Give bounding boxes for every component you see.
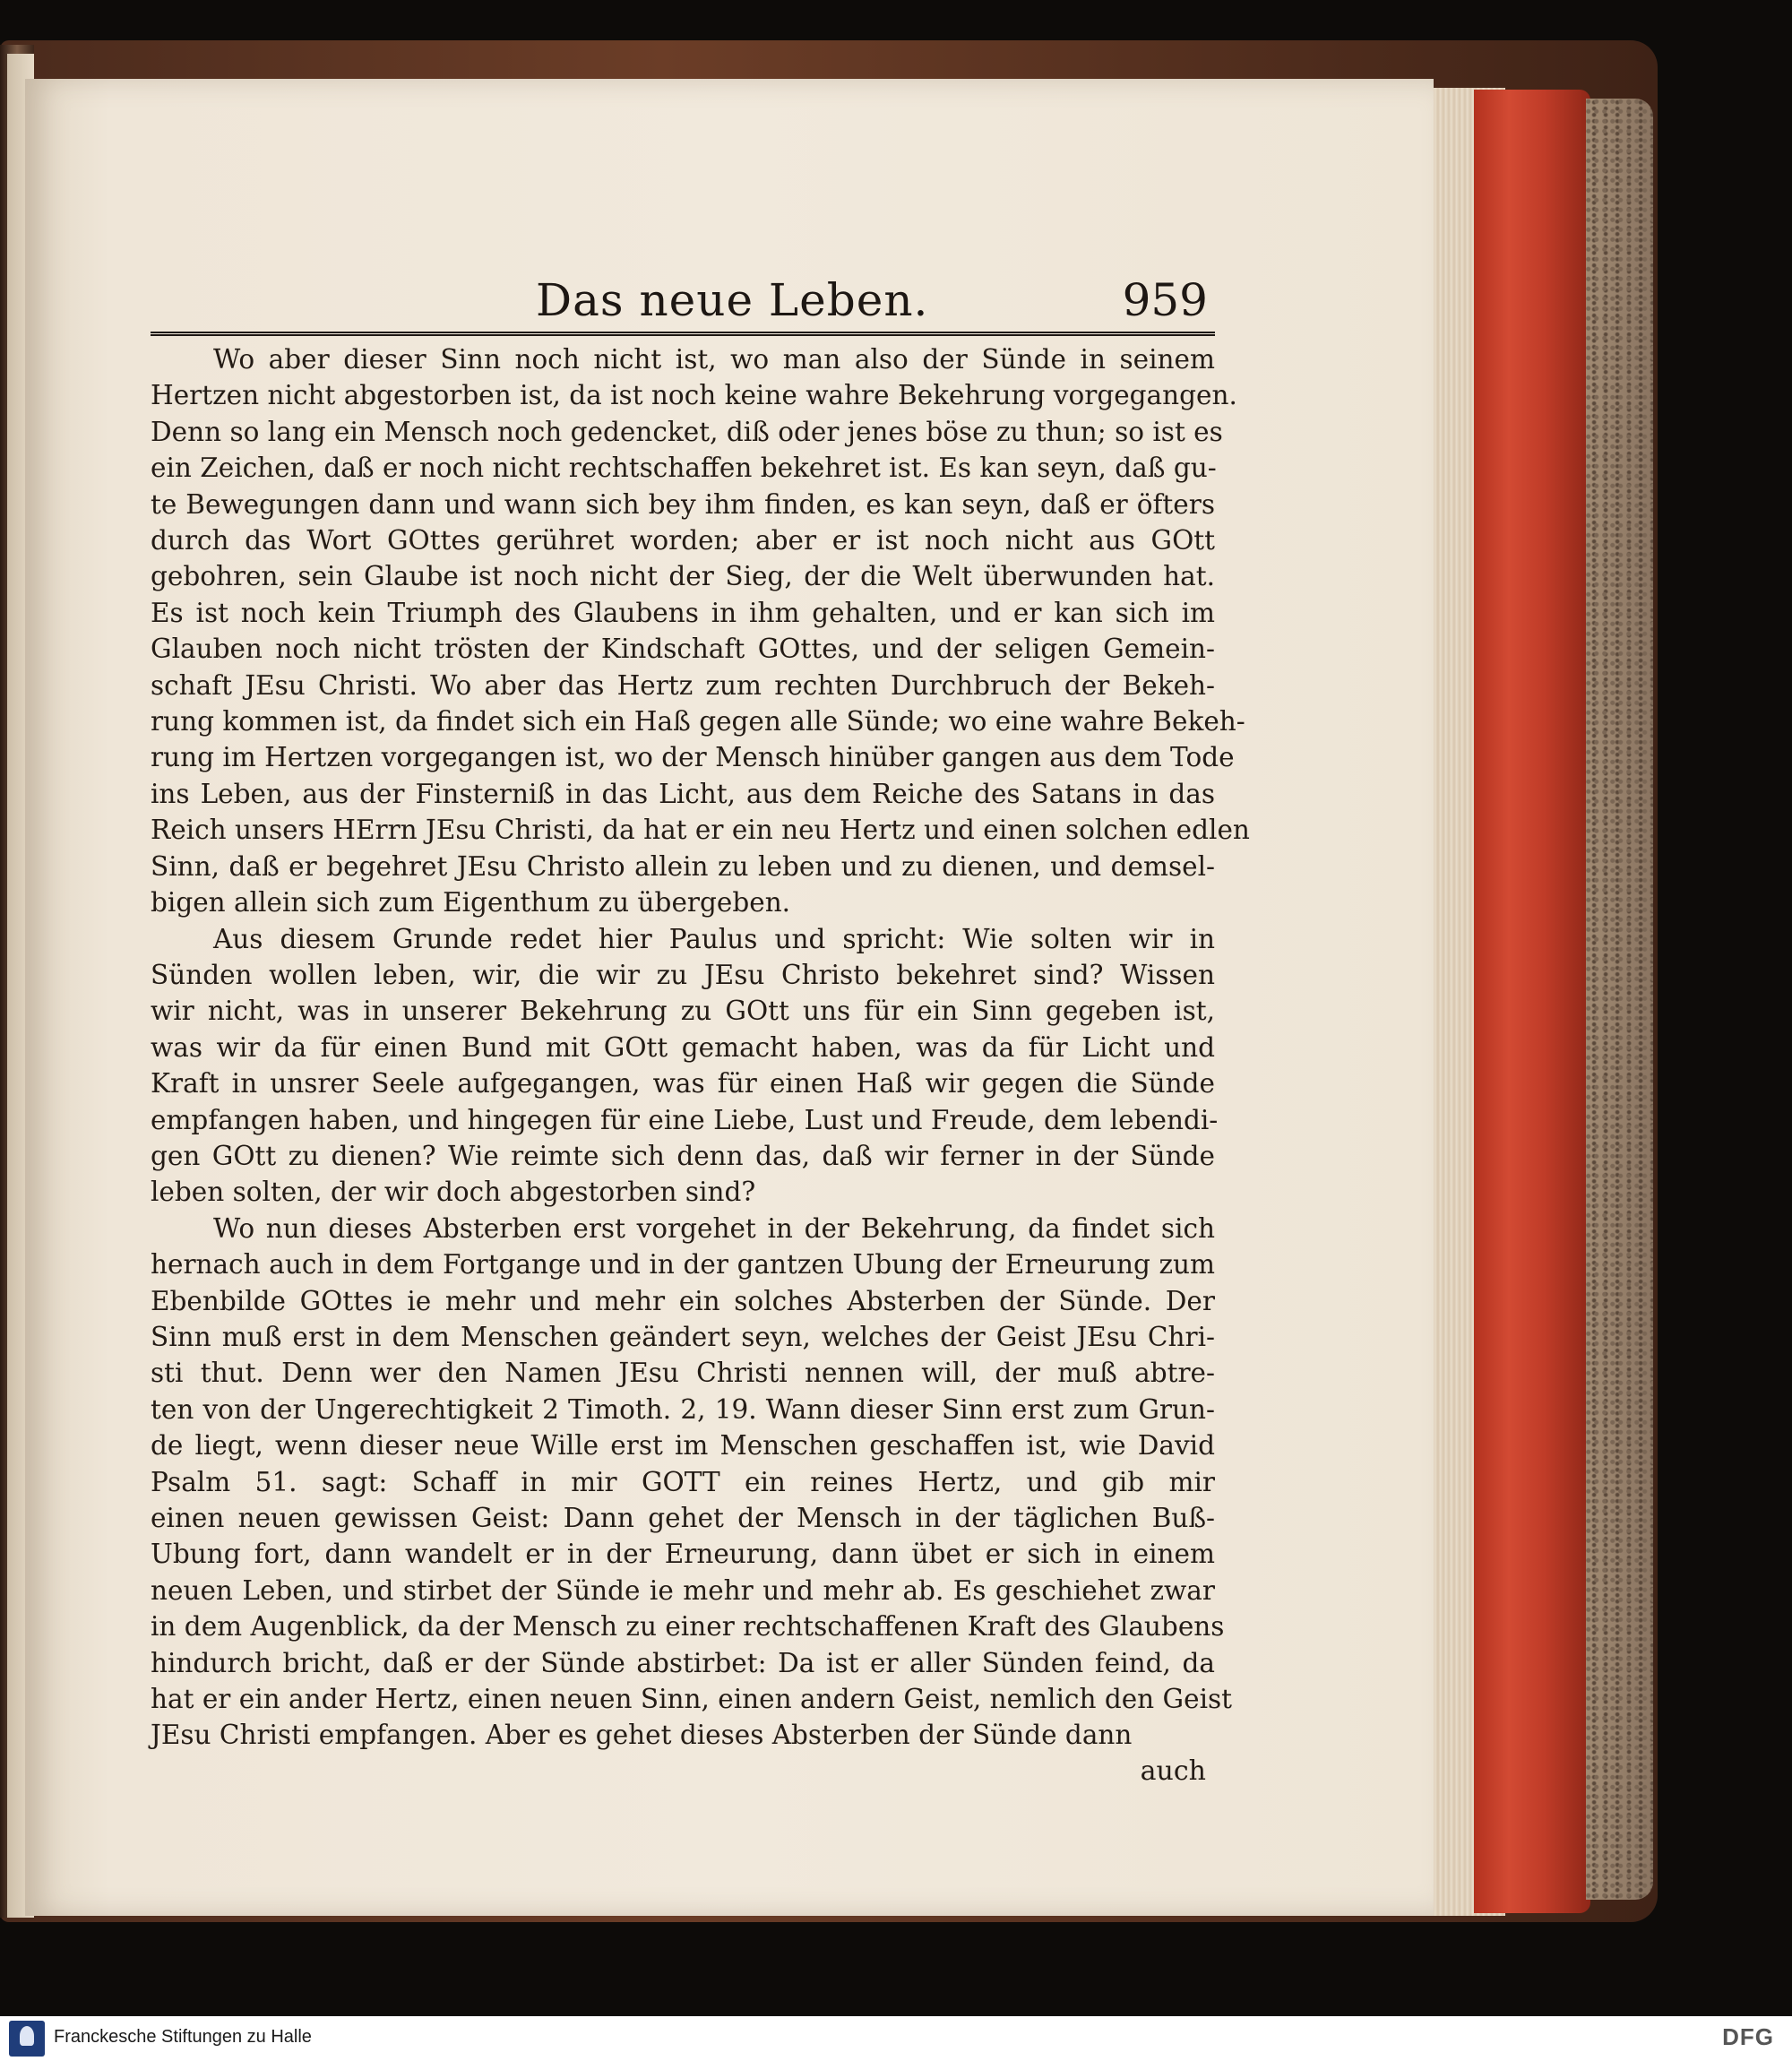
text-line: Psalm 51. sagt: Schaff in mir GOTT ein reines Hertz, und gib mir <box>151 1466 1215 1497</box>
text-line: rung kommen ist, da findet sich ein Haß gegen alle Sünde; wo eine wahre Bekeh- <box>151 706 1245 737</box>
page-number: 959 <box>1122 274 1208 326</box>
text-line: hernach auch in dem Fortgange und in der gantzen Ubung der Erneurung zum <box>151 1249 1215 1281</box>
footer-institution: Franckesche Stiftungen zu Halle <box>54 2027 312 2047</box>
catchword: auch <box>1140 1755 1206 1787</box>
text-line: Sünden wollen leben, wir, die wir zu JEsu Christo bekehret sind? Wissen <box>151 959 1215 990</box>
text-line: te Bewegungen dann und wann sich bey ihm finden, es kan seyn, daß er öfters <box>151 488 1215 520</box>
text-line: einen neuen gewissen Geist: Dann gehet der Mensch in der täglichen Buß- <box>151 1503 1215 1533</box>
text-line: Wo nun dieses Absterben erst vorgehet in der Bekehrung, da findet sich <box>213 1212 1215 1244</box>
text-line: Ebenbilde GOttes ie mehr und mehr ein solches Absterben der Sünde. Der <box>151 1285 1215 1316</box>
text-line: Reich unsers HErrn JEsu Christi, da hat er ein neu Hertz und einen solchen edlen <box>151 815 1250 846</box>
book-page <box>25 79 1434 1916</box>
text-line: wir nicht, was in unserer Bekehrung zu GOtt uns für ein Sinn gegeben ist, <box>151 996 1215 1027</box>
text-line: ein Zeichen, daß er noch nicht rechtschaffen bekehret ist. Es kan seyn, daß gu- <box>151 453 1217 484</box>
text-line: Kraft in unsrer Seele aufgegangen, was für einen Haß wir gegen die Sünde <box>151 1068 1215 1099</box>
paragraph <box>151 1211 1232 1754</box>
marbled-board <box>1586 99 1653 1900</box>
running-head <box>151 269 1215 336</box>
text-line: durch das Wort GOttes gerühret worden; aber er ist noch nicht aus GOtt <box>151 525 1215 556</box>
text-line: Glauben noch nicht trösten der Kindschaft GOttes, und der seligen Gemein- <box>151 634 1215 665</box>
text-line: Denn so lang ein Mensch noch gedencket, diß oder jenes böse zu thun; so ist es <box>151 416 1223 447</box>
paragraph <box>151 341 1250 921</box>
text-line: in dem Augenblick, da der Mensch zu einer rechtschaffenen Kraft des Glaubens <box>151 1611 1225 1643</box>
dfg-badge: DFG <box>1722 2023 1774 2050</box>
footer-bar <box>0 2016 1792 2061</box>
text-line: hat er ein ander Hertz, einen neuen Sinn, einen andern Geist, nemlich den Geist <box>151 1684 1232 1715</box>
text-line: gen GOtt zu dienen? Wie reimte sich denn das, daß wir ferner in der Sünde <box>151 1140 1215 1171</box>
text-line: sti thut. Denn wer den Namen JEsu Christi nennen will, der muß abtre- <box>151 1358 1215 1389</box>
page-content <box>151 269 1250 1789</box>
text-line: gebohren, sein Glaube ist noch nicht der Sieg, der die Welt überwunden hat. <box>151 561 1215 592</box>
paragraph <box>151 921 1219 1211</box>
text-line: Hertzen nicht abgestorben ist, da ist noch keine wahre Bekehrung vorgegangen. <box>151 380 1237 411</box>
text-line: Ubung fort, dann wandelt er in der Erneurung, dann übet er sich in einem <box>151 1539 1215 1570</box>
text-line: de liegt, wenn dieser neue Wille erst im Menschen geschaffen ist, wie David <box>151 1430 1215 1462</box>
running-title: Das neue Leben. <box>536 274 929 326</box>
institution-logo-icon <box>9 2021 45 2057</box>
text-line: Es ist noch kein Triumph des Glaubens in ihm gehalten, und er kan sich im <box>151 597 1215 628</box>
text-line: ten von der Ungerechtigkeit 2 Timoth. 2, 19. Wann dieser Sinn erst zum Grun- <box>151 1393 1215 1425</box>
text-line: rung im Hertzen vorgegangen ist, wo der Mensch hinüber gangen aus dem Tode <box>151 742 1235 773</box>
text-line: neuen Leben, und stirbet der Sünde ie mehr und mehr ab. Es geschiehet zwar <box>151 1574 1215 1606</box>
text-line: hindurch bricht, daß er der Sünde abstirbet: Da ist er aller Sünden feind, da <box>151 1647 1215 1678</box>
text-line: ins Leben, aus der Finsterniß in das Licht, aus dem Reiche des Satans in das <box>151 778 1215 809</box>
text-line: Sinn, daß er begehret JEsu Christo allein zu leben und zu dienen, und demsel- <box>151 850 1215 882</box>
text-line: JEsu Christi empfangen. Aber es gehet dieses Absterben der Sünde dann <box>151 1720 1133 1751</box>
text-line: leben solten, der wir doch abgestorben sind? <box>151 1177 756 1208</box>
text-line: Aus diesem Grunde redet hier Paulus und spricht: Wie solten wir in <box>213 923 1215 954</box>
text-line: Sinn muß erst in dem Menschen geändert seyn, welches der Geist JEsu Chri- <box>151 1321 1215 1352</box>
text-line: was wir da für einen Bund mit GOtt gemacht haben, was da für Licht und <box>151 1031 1215 1063</box>
page-body <box>151 341 1250 1754</box>
text-line: bigen allein sich zum Eigenthum zu übergeben. <box>151 887 791 918</box>
text-line: Wo aber dieser Sinn noch nicht ist, wo man also der Sünde in seinem <box>213 344 1215 375</box>
text-line: empfangen haben, und hingegen für eine Liebe, Lust und Freude, dem lebendi- <box>151 1104 1219 1135</box>
red-page-edge <box>1474 90 1590 1913</box>
text-line: schaft JEsu Christi. Wo aber das Hertz zum rechten Durchbruch der Bekeh- <box>151 669 1215 701</box>
